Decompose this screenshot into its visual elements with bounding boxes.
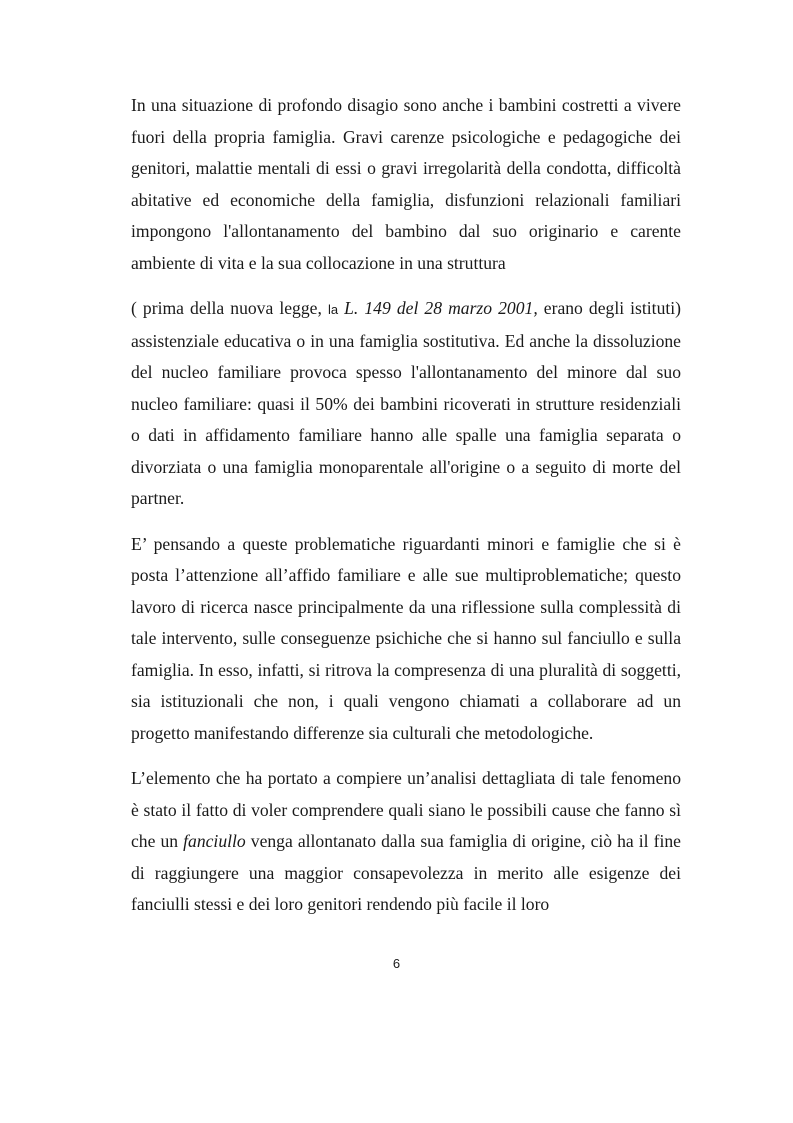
law-citation: L. 149 del 28 marzo 2001, — [338, 298, 538, 318]
italic-term: fanciullo — [183, 831, 246, 851]
paragraph-3-text: E’ pensando a queste problematiche riguardanti minori e famiglie che si è posta l’attenzione all’affido familiare e alle sue multiproblematiche; questo lavoro di ricerca nasce principalmente da una riflessione sulla complessità di tale intervento, sulle conseguenze psichiche che si hanno sul fanciullo e sulla famiglia. In esso, infatti, si ritrova la compresenza di una pluralità di soggetti, sia istituzionali che non, i quali vengono chiamati a collaborare ad un progetto manifestando differenze sia culturali che metodologiche. — [131, 533, 681, 743]
paragraph-2-article: la — [327, 302, 339, 317]
paragraph-2-text-start: ( prima della nuova legge, — [131, 298, 328, 318]
paragraph-1 — [131, 90, 681, 279]
paragraph-2 — [131, 293, 681, 515]
paragraph-gap — [131, 515, 681, 529]
paragraph-gap — [131, 749, 681, 763]
paragraph-4-text-start: L’elemento che ha portato a compiere un’analisi dettagliata di tale fenomeno è stato il fatto di voler comprendere quali siano le possibili cause che fanno sì che un — [131, 768, 681, 851]
paragraph-3 — [131, 529, 681, 750]
paragraph-4-text-end: venga allontanato dalla sua famiglia di origine, ciò ha il fine di raggiungere una maggior consapevolezza in merito alle esigenze dei fanciulli stessi e dei loro genitori rendendo più facile il loro — [131, 831, 681, 914]
paragraph-2-text-end: erano degli istituti) assistenziale educativa o in una famiglia sostitutiva. Ed anche la dissoluzione del nucleo familiare provoca spesso l'allontanamento del minore dal suo nucleo familiare: quasi il 50% dei bambini ricoverati in strutture residenziali o dati in affidamento familiare hanno alle spalle una famiglia separata o divorziata o una famiglia monoparentale all'origine o a seguito di morte del partner. — [131, 298, 682, 508]
page-number: 6 — [392, 956, 401, 971]
paragraph-1-text: In una situazione di profondo disagio sono anche i bambini costretti a vivere fuori della propria famiglia. Gravi carenze psicologiche e pedagogiche dei genitori, malattie mentali di essi o gravi irregolarità della condotta, difficoltà abitative ed economiche della famiglia, disfunzioni relazionali familiari impongono l'allontanamento del bambino dal suo originario e carente ambiente di vita e la sua collocazione in una struttura — [131, 95, 681, 273]
paragraph-4 — [131, 763, 681, 921]
paragraph-gap — [131, 279, 681, 293]
body-text — [131, 90, 681, 921]
